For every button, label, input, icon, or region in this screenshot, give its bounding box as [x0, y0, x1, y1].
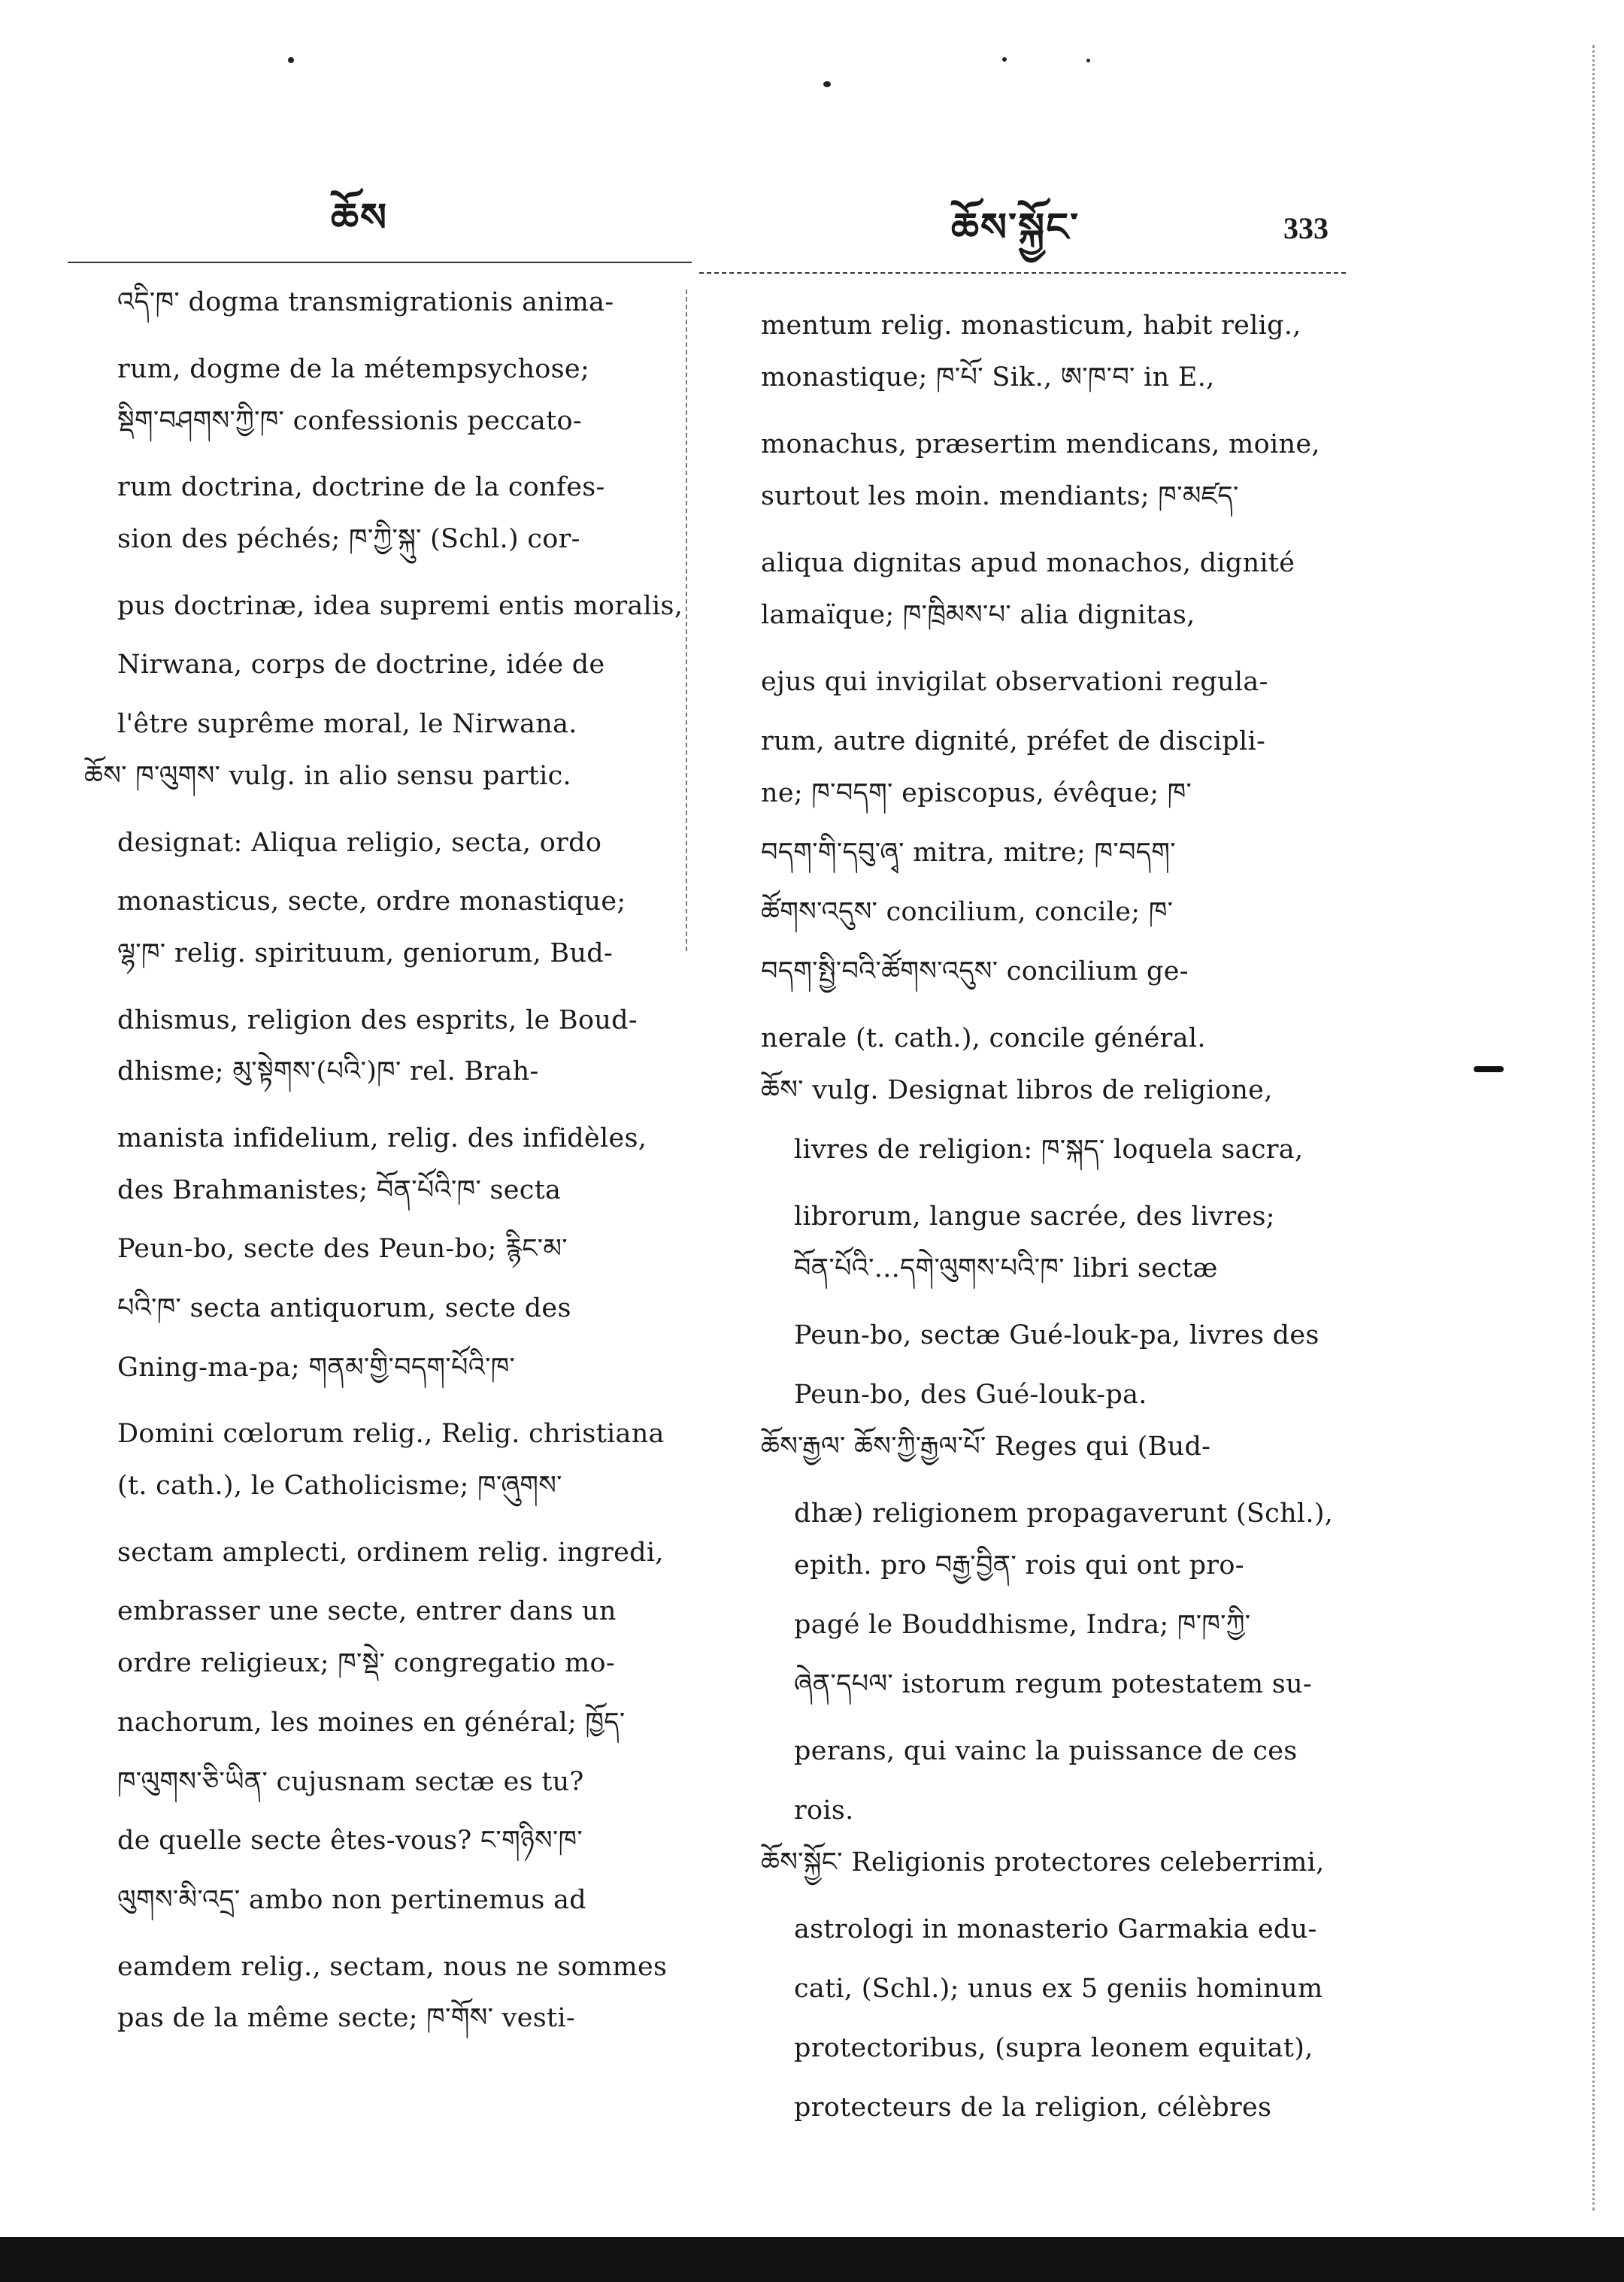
text-line: ne; ཁ་བདག་ episcopus, évêque; ཁ་ [761, 777, 1192, 808]
speck [288, 57, 294, 63]
left-column [84, 280, 683, 2056]
text-line: rois. [794, 1795, 854, 1826]
text-line: aliqua dignitas apud monachos, dignité [761, 547, 1295, 578]
text-line: Peun-bo, des Gué-louk-pa. [794, 1379, 1147, 1410]
text-line: dhisme; མུ་སྟེགས་(པའི་)ཁ་ rel. Brah- [117, 1056, 539, 1087]
text-line: lamaïque; ཁ་ཁྲིམས་པ་ alia dignitas, [761, 599, 1195, 630]
text-line: nerale (t. cath.), concile général. [761, 1023, 1206, 1053]
text-line: བོན་པོའི་...དགེ་ལུགས་པའི་ཁ་ libri sectæ [794, 1253, 1218, 1283]
text-line: monachus, præsertim mendicans, moine, [761, 429, 1320, 459]
text-line: ཁ་ལུགས་ཅི་ཡིན་ cujusnam sectæ es tu? [117, 1766, 584, 1797]
text-line: Peun-bo, secte des Peun-bo; རྙིང་མ་ [117, 1234, 568, 1265]
scan-edge [1592, 45, 1605, 2211]
page-number: 333 [1283, 211, 1329, 245]
text-line: monasticus, secte, ordre monastique; [117, 886, 626, 917]
text-line: rum, dogme de la métempsychose; [117, 354, 590, 385]
text-line: protecteurs de la religion, célèbres [794, 2092, 1272, 2123]
text-line: surtout les moin. mendiants; ཁ་མཛད་ [761, 480, 1239, 511]
margin-mark [1474, 1066, 1504, 1072]
text-line: ཚོགས་འདུས་ concilium, concile; ཁ་ [761, 896, 1174, 927]
text-line: ordre religieux; ཁ་སྡེ་ congregatio mo- [117, 1648, 615, 1679]
text-line: ཞེན་དཔལ་ istorum regum potestatem su- [794, 1668, 1313, 1699]
text-line: སྡིག་བཤགས་ཀྱི་ཁ་ confessionis peccato- [117, 405, 582, 436]
text-line: eamdem relig., sectam, nous ne sommes [117, 1951, 668, 1982]
text-line: ཆོས་རྒྱལ་ ཆོས་ཀྱི་རྒྱལ་པོ་ Reges qui (Bud- [761, 1431, 1211, 1462]
running-head-left: ཆོས [331, 195, 389, 241]
text-line: ཆོས་ vulg. Designat libros de religione, [761, 1074, 1273, 1105]
text-line: ལུགས་མི་འདྲ་ ambo non pertinemus ad [117, 1884, 586, 1915]
text-line: epith. pro བརྒྱ་བྱིན་ rois qui ont pro- [794, 1550, 1244, 1580]
text-line: livres de religion: ཁ་སྐད་ loquela sacra, [794, 1134, 1304, 1165]
text-line: des Brahmanistes; བོན་པོའི་ཁ་ secta [117, 1174, 562, 1205]
text-line: cati, (Schl.); unus ex 5 geniis hominum [794, 1973, 1323, 2004]
text-line: Gning-ma-pa; གནམ་གྱི་བདག་པོའི་ཁ་ [117, 1352, 516, 1383]
text-line: pas de la même secte; ཁ་གོས་ vesti- [117, 2003, 576, 2034]
text-line: rum doctrina, doctrine de la confes- [117, 472, 605, 503]
text-line: dhæ) religionem propagaverunt (Schl.), [794, 1498, 1334, 1529]
scan-bottom-band [0, 2237, 1624, 2282]
text-line: པའི་ཁ་ secta antiquorum, secte des [117, 1293, 571, 1324]
text-line: (t. cath.), le Catholicisme; ཁ་ཞུགས་ [117, 1471, 562, 1502]
text-line: Nirwana, corps de doctrine, idée de [117, 650, 605, 680]
text-line: འདི་ཁ་ dogma transmigrationis anima- [117, 287, 614, 318]
text-line: protectoribus, (supra leonem equitat), [794, 2032, 1313, 2063]
text-line: pus doctrinæ, idea supremi entis moralis, [117, 590, 683, 621]
header-rule-right [699, 272, 1346, 274]
text-line: dhismus, religion des esprits, le Boud- [117, 1005, 638, 1035]
running-head-center: ཆོས་སྐྱོང་ [951, 205, 1080, 250]
text-line: ejus qui invigilat observationi regula- [761, 666, 1268, 697]
text-line: ལྷ་ཁ་ relig. spirituum, geniorum, Bud- [117, 938, 614, 968]
text-line: embrasser une secte, entrer dans un [117, 1596, 617, 1627]
text-line: Domini cœlorum relig., Relig. christiana [117, 1419, 665, 1450]
text-line: de quelle secte êtes-vous? ང་གཉིས་ཁ་ [117, 1826, 583, 1856]
text-line: manista infidelium, relig. des infidèles, [117, 1123, 647, 1153]
text-line: l'être suprême moral, le Nirwana. [117, 709, 577, 740]
text-line: mentum relig. monasticum, habit relig., [761, 310, 1301, 341]
text-line: Peun-bo, sectæ Gué-louk-pa, livres des [794, 1320, 1320, 1350]
text-line: ཆོས་ ཁ་ལུགས་ vulg. in alio sensu partic. [84, 760, 571, 791]
text-line: sectam amplecti, ordinem relig. ingredi, [117, 1537, 664, 1568]
text-line: astrologi in monasterio Garmakia edu- [794, 1914, 1317, 1944]
text-line: designat: Aliqua religio, secta, ordo [117, 827, 602, 858]
text-line: བདག་སྤྱི་བའི་ཚོགས་འདུས་ concilium ge- [761, 956, 1189, 986]
speck [1086, 59, 1090, 62]
text-line: nachorum, les moines en général; ཁྱོད་ [117, 1707, 626, 1738]
text-line: perans, qui vainc la puissance de ces [794, 1735, 1298, 1766]
text-line: rum, autre dignité, préfet de discipli- [761, 726, 1266, 756]
speck [823, 81, 831, 87]
text-line: librorum, langue sacrée, des livres; [794, 1201, 1275, 1232]
header-rule-left [68, 262, 692, 263]
text-line: ཆོས་སྐྱོང་ Religionis protectores celeberrimi, [761, 1847, 1325, 1877]
text-line: བདག་གི་དབུ་ཞྭ་ mitra, mitre; ཁ་བདག་ [761, 837, 1176, 868]
text-line: pagé le Bouddhisme, Indra; ཁ་ཁ་ཀྱི་ [794, 1609, 1251, 1640]
text-line: sion des péchés; ཁ་ཀྱི་སྐུ་ (Schl.) cor- [117, 524, 580, 555]
column-divider [686, 289, 687, 951]
right-column [761, 295, 1338, 2137]
speck [1002, 57, 1007, 62]
text-line: monastique; ཁ་པོ་ Sik., ཨ་ཁ་བ་ in E., [761, 362, 1215, 392]
